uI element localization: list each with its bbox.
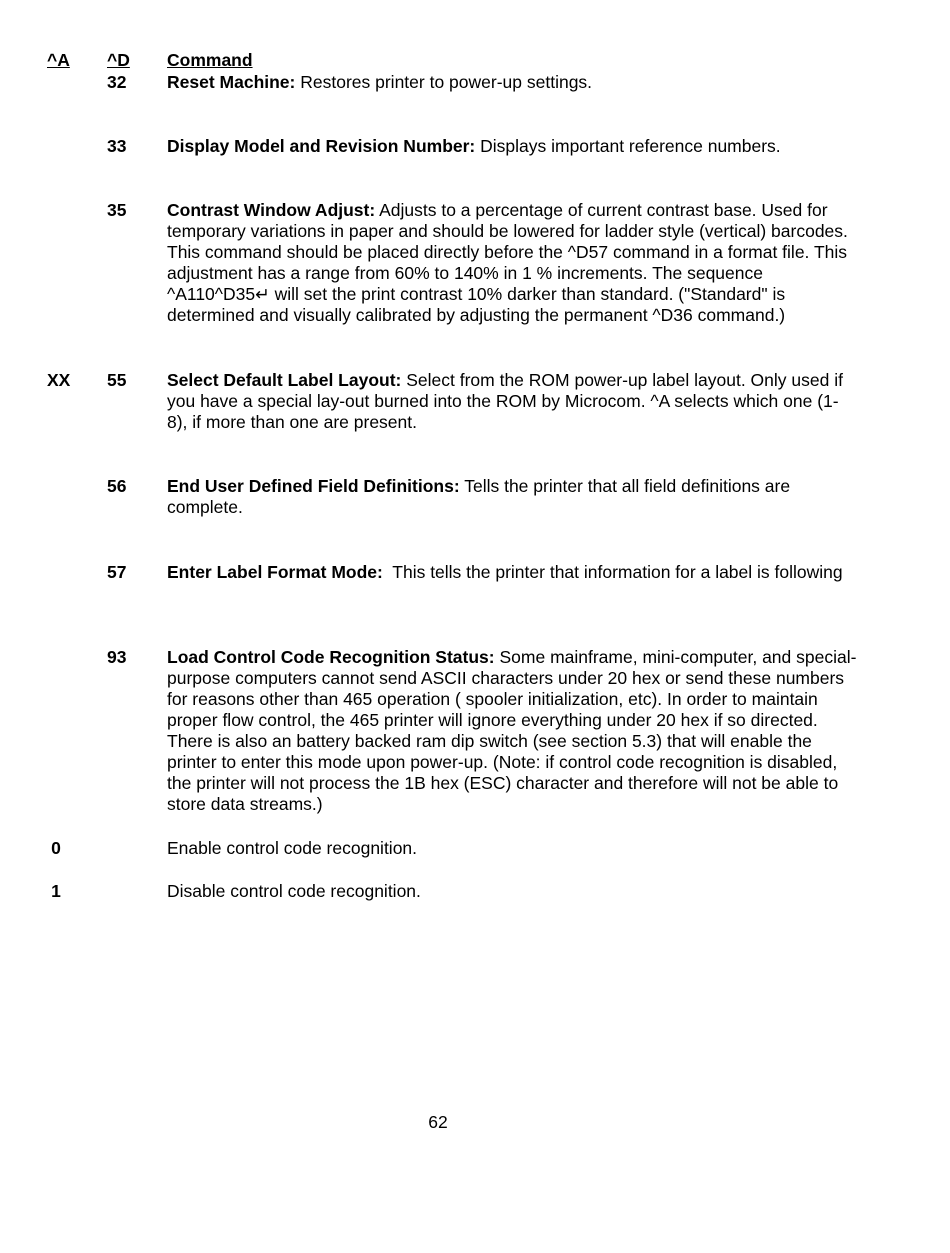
option-text: Enable control code recognition. <box>167 838 418 858</box>
command-code: 93 <box>107 647 127 667</box>
command-title: Load Control Code Recognition Status: <box>167 647 495 667</box>
command-title: Display Model and Revision Number: <box>167 136 476 156</box>
option-value: 0 <box>51 838 61 858</box>
option-text: Disable control code recognition. <box>167 881 421 901</box>
command-code: 35 <box>107 200 127 220</box>
page-number: 62 <box>428 1112 448 1132</box>
command-description <box>167 562 857 583</box>
command-code: 55 <box>107 370 127 390</box>
command-title: Contrast Window Adjust: <box>167 200 376 220</box>
command-title: Select Default Label Layout: <box>167 370 402 390</box>
command-text: Some mainframe, mini-computer, and special-purpose computers cannot send ASCII characters under 20 hex or send these numbers for reasons other than 465 operation ( spooler initialization, etc). In order to maintain proper flow control, the 465 printer will ignore everything under 20 hex if so directed. There is also an battery backed ram dip switch (see section 5.3) that will enable the printer to enter this mode upon power-up. (Note: if control code recognition is disabled, the printer will not process the 1B hex (ESC) character and therefore will not be able to store data streams.) <box>167 647 857 814</box>
command-text: Adjusts to a percentage of current contrast base. Used for temporary variations in paper and should be lowered for ladder style (vertical) barcodes. This command should be placed directly before the ^D57 command in a format file. This adjustment has a range from 60% to 140% in 1 % increments. The sequence ^A110^D35↵ will set the print contrast 10% darker than standard. ("Standard" is determined and visually calibrated by adjusting the permanent ^D36 command.) <box>167 200 848 325</box>
command-title: Enter Label Format Mode: <box>167 562 383 582</box>
command-code: 32 <box>107 72 127 92</box>
header-col-a: ^A <box>47 50 70 70</box>
command-title: Reset Machine: <box>167 72 296 92</box>
command-title: End User Defined Field Definitions: <box>167 476 460 496</box>
header-col-command: Command <box>167 50 253 70</box>
command-code: 33 <box>107 136 127 156</box>
command-text: This tells the printer that information for a label is following <box>382 562 843 582</box>
command-description <box>167 136 857 157</box>
command-description <box>167 370 857 433</box>
command-text: Tells the printer that all field definitions are complete. <box>167 476 791 517</box>
command-text: Select from the ROM power-up label layout. Only used if you have a special lay-out burned into the ROM by Microcom. ^A selects which one (1-8), if more than one are present. <box>167 370 843 432</box>
header-col-d: ^D <box>107 50 130 70</box>
command-description <box>167 647 857 815</box>
command-text: Displays important reference numbers. <box>475 136 781 156</box>
command-code: 56 <box>107 476 127 496</box>
command-a-flag: XX <box>47 370 71 390</box>
option-value: 1 <box>51 881 61 901</box>
command-description <box>167 72 857 93</box>
command-description <box>167 476 857 518</box>
command-text: Restores printer to power-up settings. <box>295 72 593 92</box>
command-description <box>167 200 857 326</box>
command-code: 57 <box>107 562 127 582</box>
